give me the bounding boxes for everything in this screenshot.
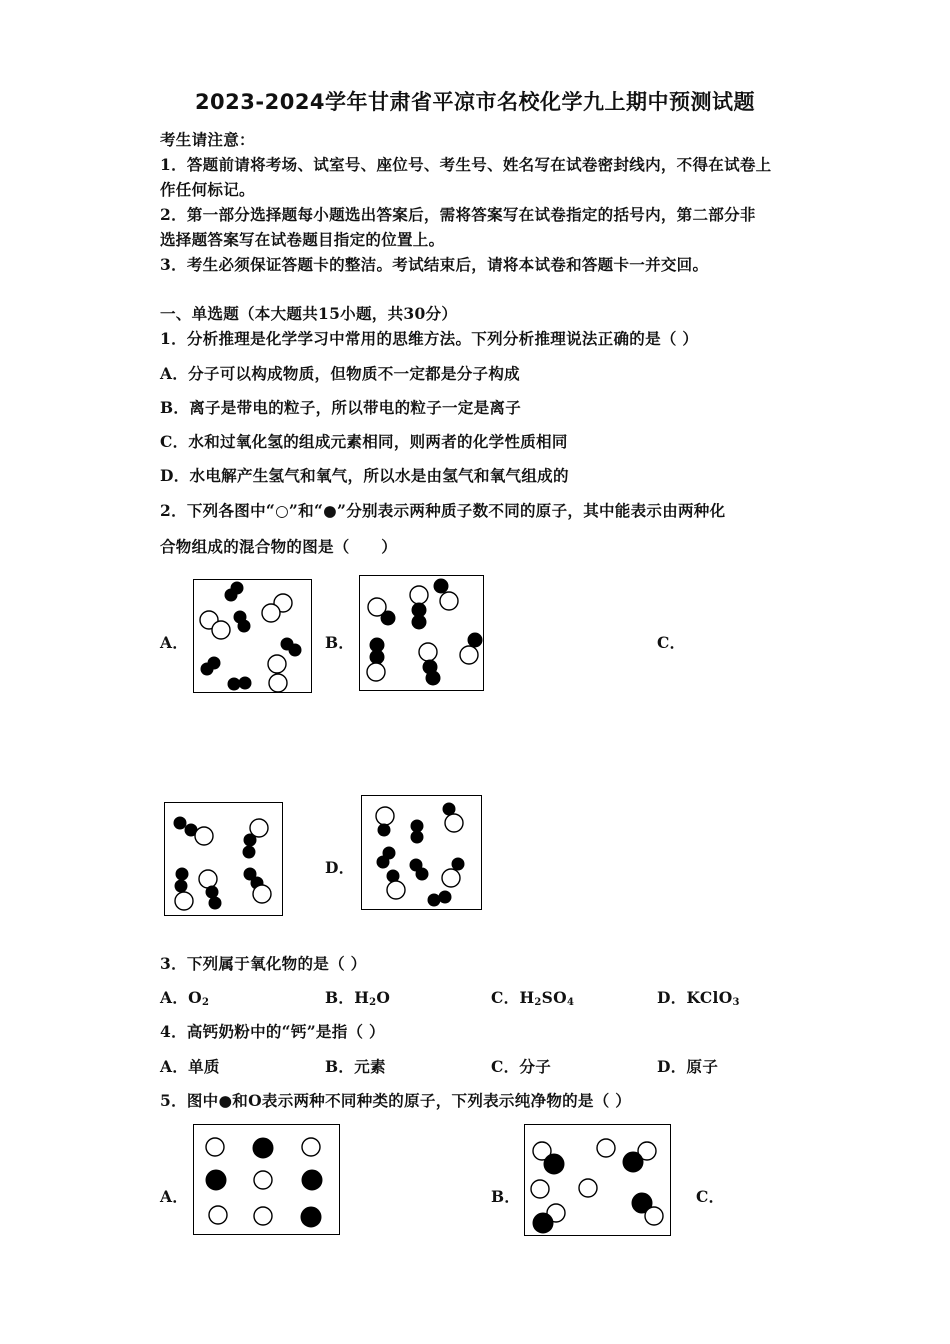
q4-stem: 4．高钙奶粉中的“钙”是指（ ） — [160, 1022, 385, 1041]
q4-option-c: C．分子 — [491, 1057, 552, 1076]
option-label: B． — [325, 988, 355, 1007]
q3-option-a — [160, 986, 209, 1008]
q5-label-b: B． — [491, 1187, 521, 1206]
formula: O — [188, 988, 202, 1007]
q2-diagram-c — [164, 802, 283, 916]
notice-line: 3．考生必须保证答题卡的整洁。考试结束后，请将本试卷和答题卡一并交回。 — [160, 255, 709, 274]
q5-diagram-b — [524, 1124, 671, 1236]
q2-stem: 合物组成的混合物的图是（ ） — [160, 537, 398, 556]
q3-option-c — [491, 986, 574, 1008]
q1-option-a: A．分子可以构成物质，但物质不一定都是分子构成 — [160, 364, 520, 383]
q2-label-d: D． — [325, 858, 355, 877]
formula: KClO — [686, 988, 733, 1007]
formula-subscript: 3 — [732, 997, 740, 1008]
option-label: C． — [491, 988, 520, 1007]
formula-subscript: 2 — [201, 997, 210, 1008]
q2-diagram-a — [193, 579, 312, 693]
q1-stem: 1．分析推理是化学学习中常用的思维方法。下列分析推理说法正确的是（ ） — [160, 329, 699, 348]
q2-label-a: A． — [160, 633, 189, 652]
formula-subscript: 2 — [534, 997, 542, 1008]
formula: H — [519, 988, 535, 1007]
q5-label-c: C． — [696, 1187, 725, 1206]
q2-label-b: B． — [325, 633, 355, 652]
notice-line: 选择题答案写在试卷题目指定的位置上。 — [160, 230, 445, 249]
q2-diagram-d — [361, 795, 482, 910]
q5-diagram-a — [193, 1124, 340, 1235]
q3-stem: 3．下列属于氧化物的是（ ） — [160, 954, 367, 973]
q4-option-b: B．元素 — [325, 1057, 386, 1076]
formula-subscript: 2 — [369, 997, 377, 1008]
q5-label-a: A． — [160, 1187, 189, 1206]
formula: SO — [541, 988, 567, 1007]
notice-line: 1．答题前请将考场、试室号、座位号、考生号、姓名写在试卷密封线内，不得在试卷上 — [160, 155, 772, 174]
formula-subscript: 4 — [566, 997, 575, 1008]
formula: H — [354, 988, 370, 1007]
q4-option-d: D．原子 — [657, 1057, 719, 1076]
q2-diagram-b — [359, 575, 484, 691]
q1-option-c: C．水和过氧化氢的组成元素相同，则两者的化学性质相同 — [160, 432, 568, 451]
notice-line: 作任何标记。 — [160, 180, 255, 199]
q3-option-b — [325, 986, 390, 1008]
q5-stem: 5．图中●和O表示两种不同种类的原子，下列表示纯净物的是（ ） — [160, 1091, 632, 1110]
q1-option-d: D．水电解产生氢气和氧气，所以水是由氢气和氧气组成的 — [160, 466, 569, 485]
q2-stem: 2．下列各图中“○”和“●”分别表示两种质子数不同的原子，其中能表示由两种化 — [160, 501, 726, 520]
section-heading: 一、单选题（本大题共15小题，共30分） — [160, 304, 458, 323]
q4-option-a: A．单质 — [160, 1057, 220, 1076]
option-label: D． — [657, 988, 687, 1007]
q2-label-c: C． — [657, 633, 686, 652]
option-label: A． — [160, 988, 189, 1007]
q3-option-d — [657, 986, 740, 1008]
page-title: 2023-2024学年甘肃省平凉市名校化学九上期中预测试题 — [194, 90, 756, 114]
formula: O — [376, 988, 391, 1007]
q1-option-b: B．离子是带电的粒子，所以带电的粒子一定是离子 — [160, 398, 522, 417]
notice-heading: 考生请注意： — [160, 130, 255, 149]
notice-line: 2．第一部分选择题每小题选出答案后，需将答案写在试卷指定的括号内，第二部分非 — [160, 205, 756, 224]
